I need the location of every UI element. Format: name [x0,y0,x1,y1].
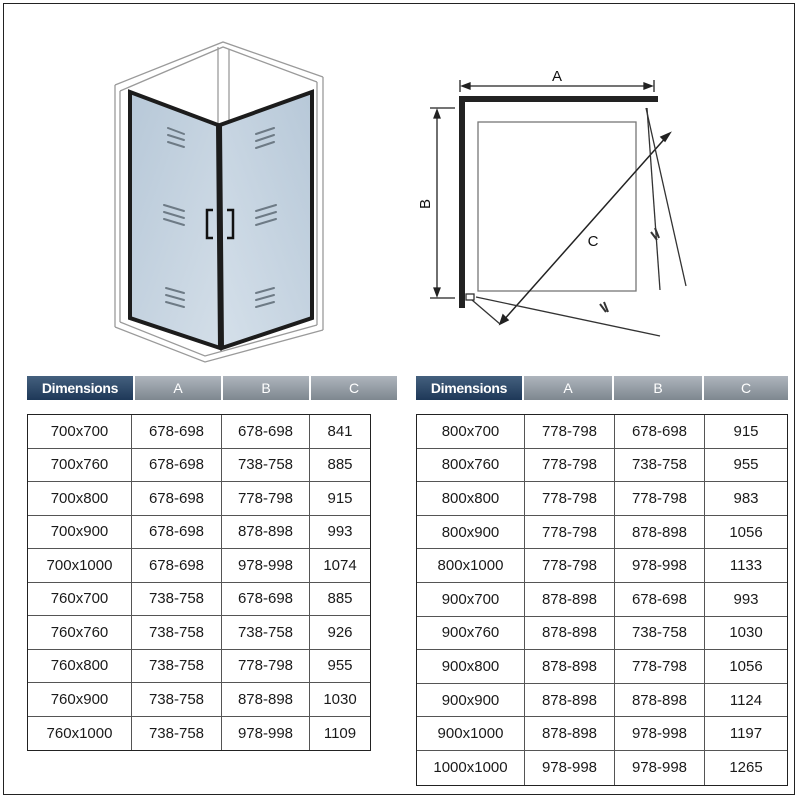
table-row [417,549,787,583]
value-cell: 915 [310,482,370,516]
table-row [417,650,787,684]
right-table [416,414,788,786]
dimension-cell: 760x700 [28,583,132,617]
door-swing-lines [466,108,686,336]
label-b: B [417,198,434,210]
value-cell: 778-798 [525,549,615,583]
value-cell: 738-758 [222,449,310,483]
value-cell: 978-998 [615,751,705,785]
value-cell: 1109 [323,724,357,742]
value-cell: 1056 [705,516,787,550]
value-cell: 678-698 [132,415,222,449]
value-cell: 778-798 [525,482,615,516]
value-cell: 878-898 [615,516,705,550]
value-cell: 738-758 [615,449,705,483]
value-cell: 878-898 [222,516,310,550]
value-cell: 841 [310,415,370,449]
right-header-b: B [612,376,702,400]
value-cell: 878-898 [615,684,705,718]
value-cell: 738-758 [615,617,705,651]
value-cell: 955 [310,650,370,684]
value-cell: 1124 [705,684,787,718]
dimension-cell: 1000x1000 [417,751,525,785]
value-cell: 885 [310,583,370,617]
left-header-dimensions: Dimensions [27,376,133,400]
dimension-cell: 800x760 [417,449,525,483]
dimension-cell: 700x900 [28,516,132,550]
value-cell: 993 [705,583,787,617]
table-row [417,617,787,651]
table-row [417,482,787,516]
label-a: A [551,68,563,85]
value-cell: 878-898 [525,650,615,684]
value-cell: 978-998 [222,717,310,751]
left-table-header [27,376,397,400]
dimension-cell: 900x800 [417,650,525,684]
value-cell: 738-758 [132,650,222,684]
table-row [28,650,370,684]
dimension-cell: 900x760 [417,617,525,651]
dimension-cell: 800x700 [417,415,525,449]
tray-outline [478,122,636,291]
value-cell: 738-758 [132,683,222,717]
right-header-dimensions: Dimensions [416,376,522,400]
table-row [417,415,787,449]
dimension-cell: 700x760 [28,449,132,483]
value-cell: 678-698 [615,415,705,449]
value-cell: 885 [310,449,370,483]
dimension-cell: 800x900 [417,516,525,550]
shower-enclosure-illustration [115,42,323,362]
table-row [417,684,787,718]
value-cell: 778-798 [615,650,705,684]
dimension-cell: 700x1000 [28,549,132,583]
dimension-cell: 800x1000 [417,549,525,583]
value-cell: 678-698 [222,415,310,449]
left-header-b: B [221,376,309,400]
dimension-cell: 760x900 [28,683,132,717]
value-cell: 778-798 [525,516,615,550]
left-table [27,414,371,751]
value-cell: 778-798 [222,482,310,516]
value-cell: 738-758 [222,616,310,650]
value-cell: 978-998 [525,751,615,785]
table-row [417,717,787,751]
dimension-cell: 700x700 [28,415,132,449]
right-header-a: A [522,376,612,400]
dimension-cell: 760x760 [28,616,132,650]
value-cell: 993 [310,516,370,550]
value-cell: 678-698 [222,583,310,617]
illustration-area [0,0,800,375]
value-cell: 1030 [705,617,787,651]
value-cell: 978-998 [615,549,705,583]
value-cell: 1056 [705,650,787,684]
table-row [417,449,787,483]
dimension-cell: 800x800 [417,482,525,516]
plan-view-diagram [417,68,686,336]
value-cell: 678-698 [132,449,222,483]
wall-top [460,96,658,102]
value-cell: 778-798 [222,650,310,684]
value-cell: 926 [310,616,370,650]
dimension-cell: 900x1000 [417,717,525,751]
value-cell: 678-698 [132,549,222,583]
value-cell: 678-698 [615,583,705,617]
right-table-header [416,376,788,400]
right-header-c: C [702,376,788,400]
value-cell: 983 [705,482,787,516]
value-cell: 678-698 [132,516,222,550]
value-cell: 1030 [310,683,370,717]
diagonal-c [500,133,670,324]
value-cell: 678-698 [132,482,222,516]
table-row [28,549,370,583]
left-header-a: A [133,376,221,400]
table-row [28,516,370,550]
value-cell: 738-758 [132,583,222,617]
value-cell: 778-798 [525,449,615,483]
value-cell: 878-898 [525,717,615,751]
value-cell: 1074 [310,549,370,583]
left-header-c: C [309,376,397,400]
value-cell: 878-898 [525,617,615,651]
table-row [28,717,370,751]
table-row [28,449,370,483]
value-cell: 778-798 [615,482,705,516]
value-cell: 955 [705,449,787,483]
value-cell: 878-898 [525,684,615,718]
value-cell: 878-898 [525,583,615,617]
value-cell: 978-998 [615,717,705,751]
label-c: C [587,233,599,250]
table-row [28,583,370,617]
value-cell: 1197 [705,717,787,751]
table-row [28,683,370,717]
wall-left [459,96,465,308]
value-cell: 978-998 [222,549,310,583]
value-cell: 878-898 [222,683,310,717]
value-cell: 915 [705,415,787,449]
dimension-cell: 760x1000 [28,717,132,751]
dimension-cell: 760x800 [28,650,132,684]
table-row [28,415,370,449]
dimension-cell: 700x800 [28,482,132,516]
table-row [417,751,787,785]
table-row [417,583,787,617]
table-row [28,616,370,650]
value-cell: 738-758 [132,616,222,650]
value-cell: 1265 [729,759,763,777]
table-row [417,516,787,550]
value-cell: 778-798 [525,415,615,449]
table-row [28,482,370,516]
dimension-cell: 900x900 [417,684,525,718]
dimension-cell: 900x700 [417,583,525,617]
value-cell: 738-758 [132,717,222,751]
value-cell: 1133 [705,549,787,583]
